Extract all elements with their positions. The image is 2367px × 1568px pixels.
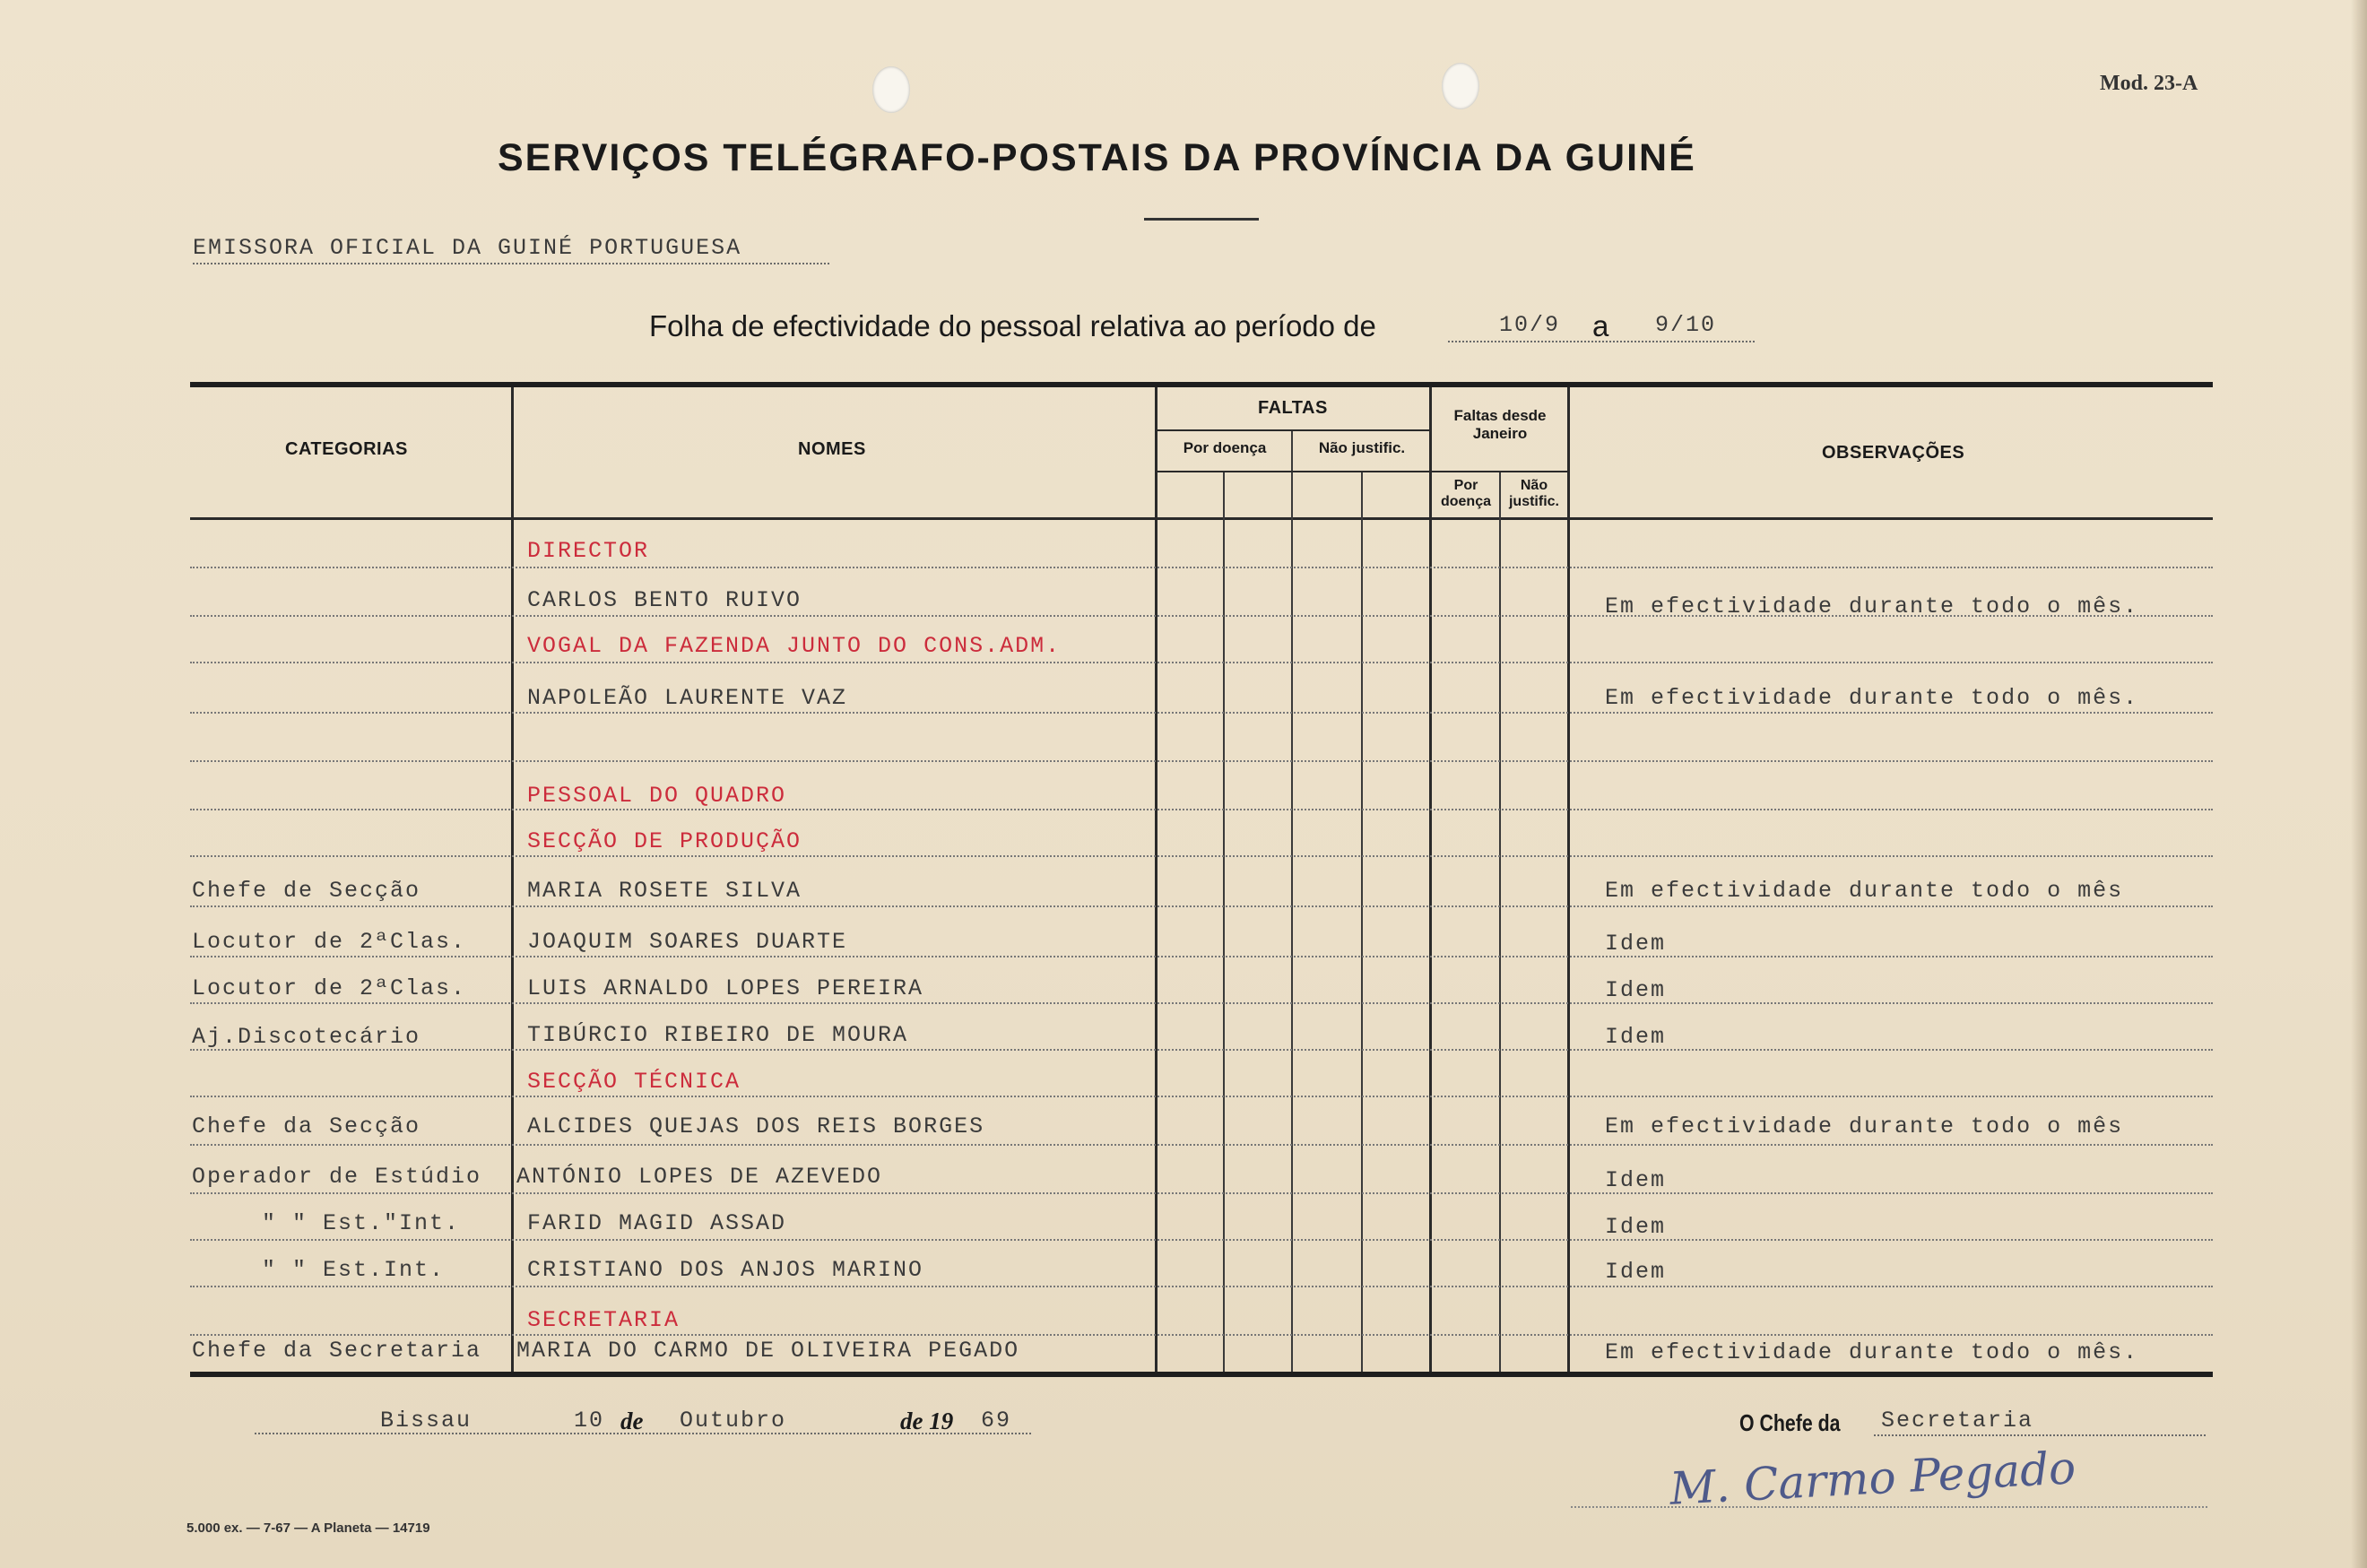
row-observation: Idem bbox=[1605, 1259, 1667, 1285]
row-rule bbox=[190, 1334, 2213, 1336]
row-observation: Idem bbox=[1605, 977, 1667, 1003]
row-name: SECÇÃO TÉCNICA bbox=[527, 1069, 741, 1095]
row-name: MARIA DO CARMO DE OLIVEIRA PEGADO bbox=[516, 1338, 1020, 1364]
row-rule bbox=[190, 1002, 2213, 1004]
row-rule bbox=[190, 567, 2213, 568]
row-name: PESSOAL DO QUADRO bbox=[527, 783, 787, 809]
row-name: MARIA ROSETE SILVA bbox=[527, 878, 802, 904]
punch-hole-right bbox=[1442, 63, 1479, 109]
station-underline bbox=[193, 263, 829, 264]
signatory-role: Secretaria bbox=[1881, 1408, 2034, 1434]
footer-de1: de bbox=[620, 1408, 644, 1434]
row-category: Chefe da Secção bbox=[192, 1113, 421, 1139]
row-name: TIBÚRCIO RIBEIRO DE MOURA bbox=[527, 1022, 909, 1048]
row-name: CARLOS BENTO RUIVO bbox=[527, 587, 802, 613]
printer-note: 5.000 ex. — 7-67 — A Planeta — 14719 bbox=[186, 1520, 430, 1536]
period-label: Folha de efectividade do pessoal relativa ao período de bbox=[649, 309, 1376, 342]
row-rule bbox=[190, 905, 2213, 907]
period-to: 9/10 bbox=[1655, 312, 1717, 338]
table-bottom-border bbox=[190, 1372, 2213, 1377]
row-rule bbox=[190, 956, 2213, 957]
row-name: DIRECTOR bbox=[527, 538, 650, 564]
row-name: LUIS ARNALDO LOPES PEREIRA bbox=[527, 975, 924, 1001]
row-observation: Em efectividade durante todo o mês. bbox=[1605, 685, 2139, 711]
row-name: ALCIDES QUEJAS DOS REIS BORGES bbox=[527, 1113, 985, 1139]
row-observation: Em efectividade durante todo o mês. bbox=[1605, 593, 2139, 619]
row-category: " " Est.Int. bbox=[262, 1257, 446, 1283]
row-rule bbox=[190, 1192, 2213, 1194]
period-underline bbox=[1448, 341, 1755, 342]
faltas-subheader-line bbox=[1157, 471, 1431, 472]
row-name: ANTÓNIO LOPES DE AZEVEDO bbox=[516, 1164, 883, 1190]
form-code: Mod. 23-A bbox=[2100, 72, 2198, 95]
row-rule bbox=[190, 1239, 2213, 1241]
punch-hole-left bbox=[872, 66, 910, 113]
footer-place: Bissau bbox=[380, 1408, 473, 1434]
row-name: SECÇÃO DE PRODUÇÃO bbox=[527, 828, 802, 854]
header-desde-nao-justific: Não justific. bbox=[1508, 478, 1559, 509]
table-header-bottom bbox=[190, 517, 2213, 520]
header-observacoes: OBSERVAÇÕES bbox=[1822, 443, 1965, 463]
title-divider bbox=[1144, 218, 1259, 221]
footer-de2: de 19 bbox=[900, 1408, 954, 1434]
row-category: Locutor de 2ªClas. bbox=[192, 975, 467, 1001]
row-rule bbox=[190, 712, 2213, 714]
col-divider-faltas-mid bbox=[1291, 431, 1293, 1372]
row-category: " " Est."Int. bbox=[262, 1210, 461, 1236]
row-observation: Em efectividade durante todo o mês bbox=[1605, 1113, 2124, 1139]
footer-day: 10 bbox=[574, 1408, 605, 1434]
row-name: CRISTIANO DOS ANJOS MARINO bbox=[527, 1257, 924, 1283]
col-divider-nomes bbox=[511, 387, 514, 1372]
period-from: 10/9 bbox=[1499, 312, 1561, 338]
row-category: Locutor de 2ªClas. bbox=[192, 929, 467, 955]
row-rule bbox=[190, 1049, 2213, 1051]
signature: M. Carmo Pegado bbox=[1668, 1442, 2077, 1515]
footer-year: 69 bbox=[981, 1408, 1012, 1434]
row-name: VOGAL DA FAZENDA JUNTO DO CONS.ADM. bbox=[527, 633, 1062, 659]
row-rule bbox=[190, 809, 2213, 810]
col-divider-faltas bbox=[1155, 387, 1157, 1372]
col-divider-faltas-sub1 bbox=[1223, 472, 1225, 1372]
row-rule bbox=[190, 1096, 2213, 1097]
row-name: FARID MAGID ASSAD bbox=[527, 1210, 787, 1236]
row-category: Chefe de Secção bbox=[192, 878, 421, 904]
header-nomes: NOMES bbox=[798, 439, 866, 459]
row-observation: Idem bbox=[1605, 1024, 1667, 1050]
row-category: Operador de Estúdio bbox=[192, 1164, 482, 1190]
row-observation: Idem bbox=[1605, 1167, 1667, 1193]
col-divider-desde-mid bbox=[1499, 472, 1501, 1372]
faltas-header-line bbox=[1157, 429, 1431, 431]
signatory-label: O Chefe da bbox=[1739, 1409, 1841, 1436]
paper-edge bbox=[2351, 0, 2367, 1568]
row-rule bbox=[190, 1144, 2213, 1146]
row-observation: Em efectividade durante todo o mês bbox=[1605, 878, 2124, 904]
header-nao-justific: Não justific. bbox=[1318, 439, 1406, 456]
header-faltas: FALTAS bbox=[1258, 398, 1328, 418]
col-divider-desde bbox=[1429, 387, 1432, 1372]
header-categorias: CATEGORIAS bbox=[285, 439, 408, 459]
desde-subheader-line bbox=[1431, 471, 1569, 472]
header-faltas-desde: Faltas desde Janeiro bbox=[1453, 407, 1547, 442]
row-observation: Idem bbox=[1605, 931, 1667, 957]
row-name: JOAQUIM SOARES DUARTE bbox=[527, 929, 848, 955]
row-rule bbox=[190, 760, 2213, 762]
signatory-underline bbox=[1874, 1434, 2206, 1436]
header-por-doenca: Por doença bbox=[1183, 439, 1267, 456]
row-rule bbox=[190, 855, 2213, 857]
col-divider-obs bbox=[1567, 387, 1570, 1372]
footer-month: Outubro bbox=[680, 1408, 787, 1434]
row-name: SECRETARIA bbox=[527, 1307, 681, 1333]
signature-line bbox=[1571, 1506, 2207, 1508]
header-desde-doenca: Por doença bbox=[1440, 478, 1491, 509]
row-category: Chefe da Secretaria bbox=[192, 1338, 482, 1364]
station-name: EMISSORA OFICIAL DA GUINÉ PORTUGUESA bbox=[193, 235, 742, 261]
table-top-border bbox=[190, 382, 2213, 387]
period-connector: a bbox=[1592, 309, 1609, 342]
row-observation: Idem bbox=[1605, 1214, 1667, 1240]
page-title: SERVIÇOS TELÉGRAFO-POSTAIS DA PROVÍNCIA DA GUINÉ bbox=[498, 136, 1696, 179]
row-rule bbox=[190, 662, 2213, 663]
row-name: NAPOLEÃO LAURENTE VAZ bbox=[527, 685, 848, 711]
row-rule bbox=[190, 1286, 2213, 1287]
row-observation: Em efectividade durante todo o mês. bbox=[1605, 1339, 2139, 1365]
col-divider-faltas-sub2 bbox=[1361, 472, 1363, 1372]
row-category: Aj.Discotecário bbox=[192, 1024, 421, 1050]
